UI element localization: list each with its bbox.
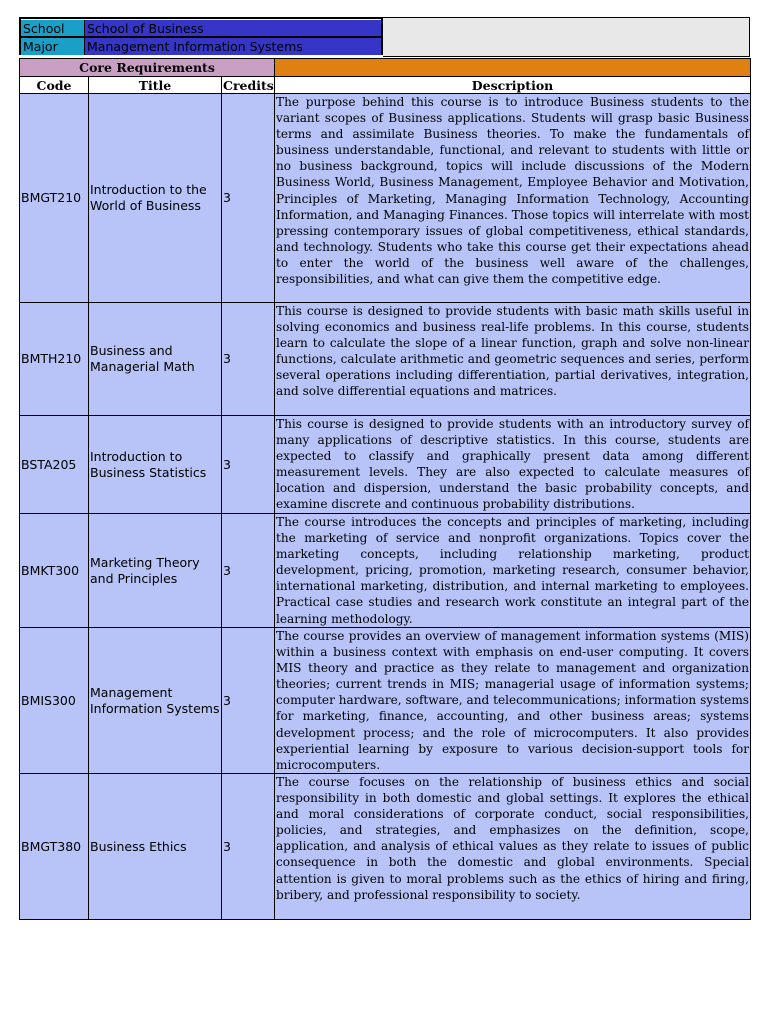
column-header-description: Description <box>275 77 751 94</box>
course-code: BMGT210 <box>20 94 89 303</box>
course-code: BMIS300 <box>20 628 89 774</box>
table-row <box>20 628 751 774</box>
table-row <box>20 514 751 628</box>
course-title: Business and Managerial Math <box>89 303 222 416</box>
course-credits: 3 <box>222 514 275 628</box>
course-code: BMTH210 <box>20 303 89 416</box>
program-info-box <box>19 17 383 55</box>
course-title: Introduction to Business Statistics <box>89 416 222 514</box>
major-row <box>21 38 381 55</box>
caption-accent-cell <box>275 59 751 77</box>
course-credits: 3 <box>222 628 275 774</box>
school-value: School of Business <box>85 20 381 37</box>
program-header <box>19 17 750 57</box>
course-description: The purpose behind this course is to introduce Business students to the variant scopes of Business applications. Students will grasp basic Business terms and assimilate Business theories. To make the fundamentals of business understandable, functional, and relevant to students with little or no business background, topics will include discussions of the Modern Business World, Business Management, Employee Behavior and Motivation, Principles of Marketing, Managing Information Technology, Accounting Information, and Managing Finances. Those topics will interrelate with most pressing contemporary issues of global competitiveness, ethical standards, and technology. Students who take this course get their expectations ahead to enter the world of the business well aware of the challenges, responsibilities, and what can give them the competitive edge. <box>275 94 751 303</box>
column-header-code: Code <box>20 77 89 94</box>
core-requirements-table <box>19 58 751 920</box>
course-title: Business Ethics <box>89 774 222 920</box>
spreadsheet-page <box>19 17 750 902</box>
core-requirements-caption: Core Requirements <box>20 59 275 77</box>
school-label: School <box>21 20 85 37</box>
course-code: BSTA205 <box>20 416 89 514</box>
table-row <box>20 774 751 920</box>
course-description: The course introduces the concepts and principles of marketing, including the marketing of service and nonprofit organizations. Topics cover the marketing concepts, including relationship marketing, product development, pricing, promotion, marketing research, consumer behavior, international marketing, distribution, and internal marketing to employees. Practical case studies and research work constitute an integral part of the learning methodology. <box>276 515 750 626</box>
course-title: Marketing Theory and Principles <box>89 514 222 628</box>
course-code: BMGT380 <box>20 774 89 920</box>
course-credits: 3 <box>222 303 275 416</box>
course-title: Management Information Systems <box>89 628 222 774</box>
table-row <box>20 94 751 303</box>
course-description: This course is designed to provide students with basic math skills useful in solving economics and business real-life problems. In this course, students learn to calculate the slope of a linear function, graph and solve non-linear functions, calculate arithmetic and geometric sequences and series, perform several operations including differentiation, partial derivatives, integration, and solve differential equations and matrices. <box>275 303 751 416</box>
header-blank-area <box>383 17 750 57</box>
column-header-row <box>20 77 751 94</box>
major-label: Major <box>21 38 85 55</box>
course-description: This course is designed to provide students with an introductory survey of many applications of descriptive statistics. In this course, students are expected to classify and graphically present data among different measurement levels. They are also expected to calculate measures of location and dispersion, understand the basic probability concepts, and examine discrete and continuous probability distributions. <box>275 416 751 514</box>
column-header-credits: Credits <box>223 77 274 93</box>
course-title: Introduction to the World of Business <box>89 94 222 303</box>
caption-row <box>20 59 751 77</box>
course-credits: 3 <box>222 94 275 303</box>
major-value: Management Information Systems <box>85 38 381 55</box>
course-description: The course provides an overview of management information systems (MIS) within a business context with emphasis on end-user computing. It covers MIS theory and practice as they relate to management and organization theories; current trends in MIS; managerial usage of information systems; computer hardware, software, and telecommunications; information systems for marketing, finance, accounting, and other business areas; systems development process; and the role of microcomputers. It also provides experiential learning by exposure to various decision-support tools for microcomputers. <box>276 629 750 772</box>
course-credits: 3 <box>222 416 275 514</box>
course-credits: 3 <box>222 774 275 920</box>
course-description: The course focuses on the relationship of business ethics and social responsibility in both domestic and global settings. It explores the ethical and moral considerations of corporate conduct, social responsibilities, policies, and strategies, and emphasizes on the definition, scope, application, and analysis of ethical values as they relate to issues of public consequence in both the domestic and global environments. Special attention is given to moral problems such as the ethics of hiring and firing, bribery, and professional responsibility to society. <box>275 774 751 920</box>
course-code: BMKT300 <box>20 514 89 628</box>
school-row <box>21 20 381 37</box>
table-row <box>20 303 751 416</box>
table-row <box>20 416 751 514</box>
column-header-title: Title <box>89 77 222 94</box>
